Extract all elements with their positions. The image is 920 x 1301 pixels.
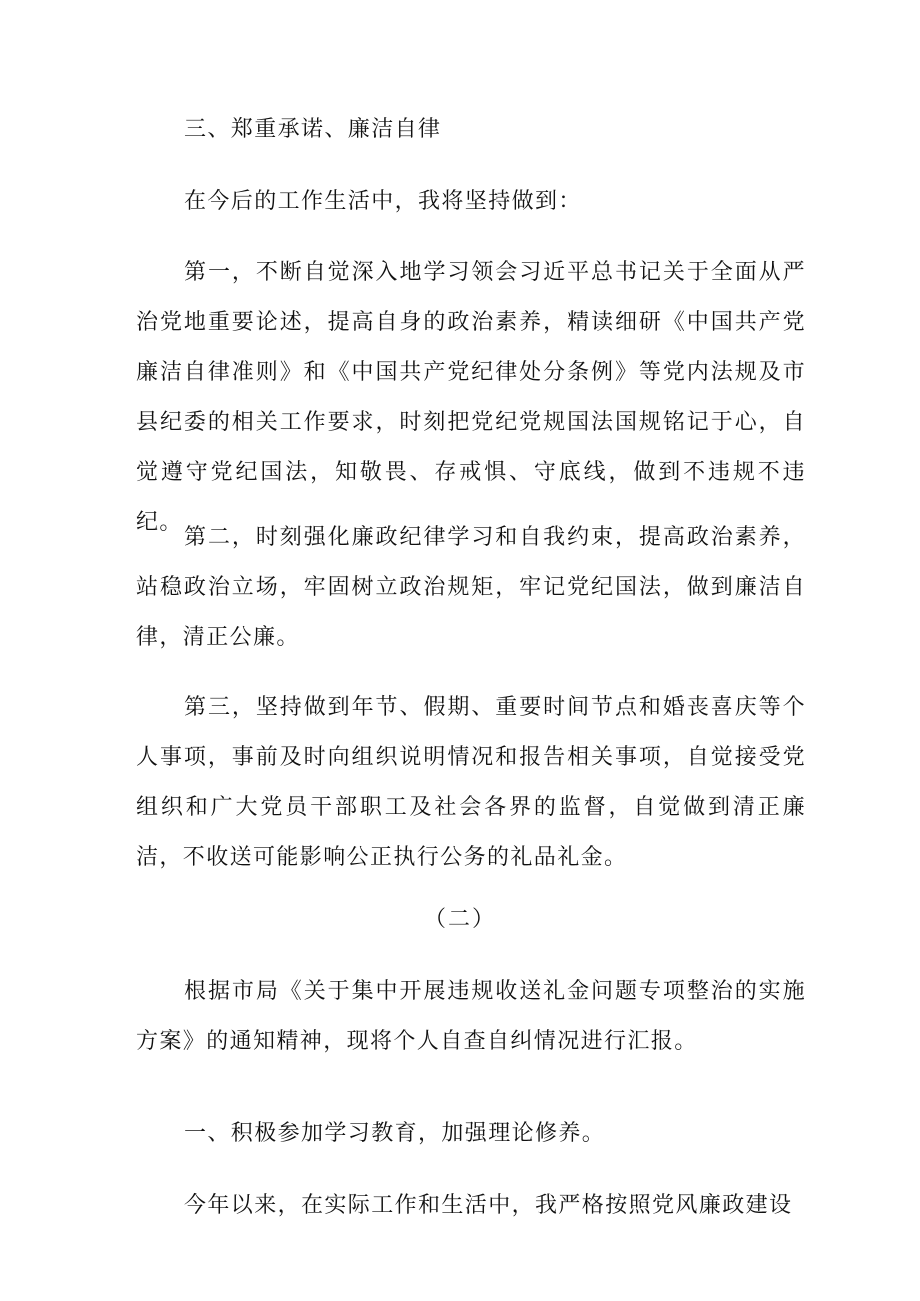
intro-paragraph: 在今后的工作生活中，我将坚持做到： [184,189,582,214]
part-two-intro-paragraph: 根据市局《关于集中开展违规收送礼金问题专项整治的实施方案》的通知精神，现将个人自查自纠情况进行汇报。 [136,979,806,1054]
part-two-title: （二） [423,907,496,932]
section-one-heading: 一、积极参加学习教育，加强理论修养。 [184,1121,606,1146]
section-three-heading: 三、郑重承诺、廉洁自律 [184,117,442,142]
point-two-paragraph: 第二，时刻强化廉政纪律学习和自我约束，提高政治素养，站稳政治立场，牢固树立政治规矩，牢记党纪国法，做到廉洁自律，清正公廉。 [136,525,806,650]
point-three-paragraph: 第三，坚持做到年节、假期、重要时间节点和婚丧喜庆等个人事项，事前及时向组织说明情况和报告相关事项，自觉接受党组织和广大党员干部职工及社会各界的监督，自觉做到清正廉洁，不收送可能影响公正执行公务的礼品礼金。 [136,695,806,870]
section-one-body: 今年以来，在实际工作和生活中，我严格按照党风廉政建设 [184,1193,793,1218]
point-one-paragraph: 第一，不断自觉深入地学习领会习近平总书记关于全面从严治党地重要论述，提高自身的政治素养，精读细研《中国共产党廉洁自律准则》和《中国共产党纪律处分条例》等党内法规及市县纪委的相关工作要求，时刻把党纪党规国法国规铭记于心，自觉遵守党纪国法，知敬畏、存戒惧、守底线，做到不违规不违纪。 [136,260,806,535]
